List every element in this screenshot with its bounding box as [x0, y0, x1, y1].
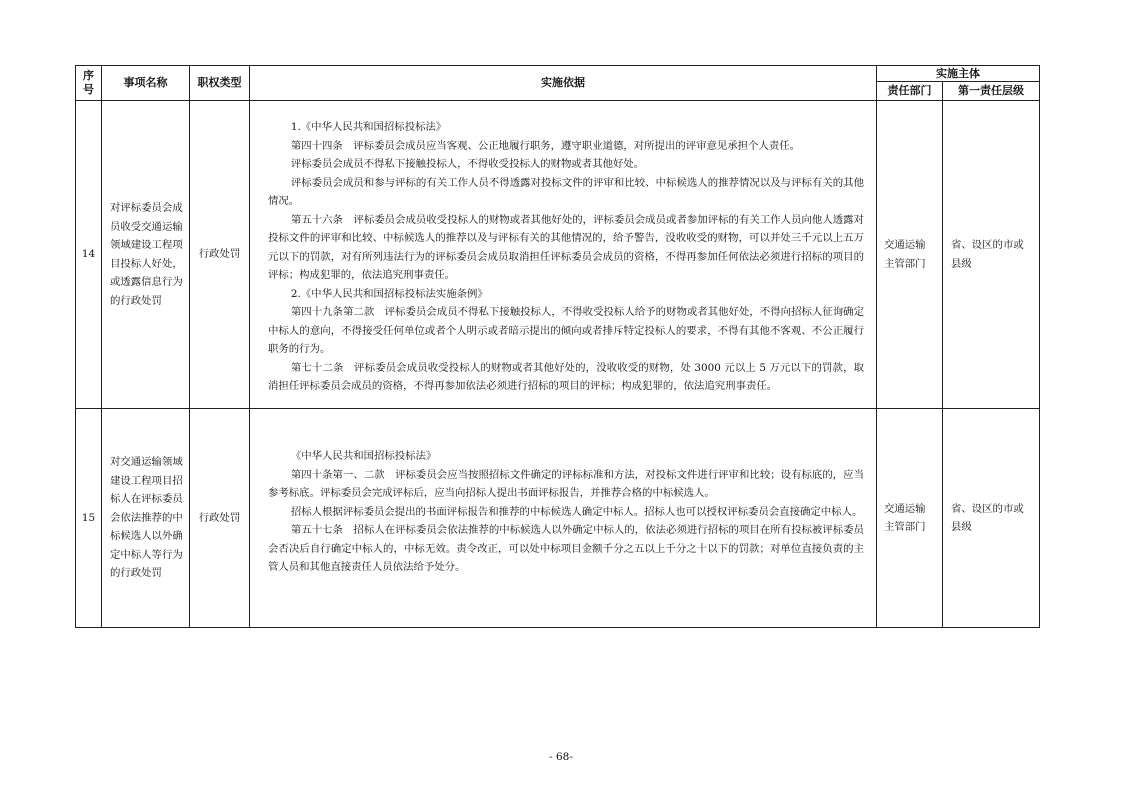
page-number: - 68-	[549, 751, 573, 763]
row-power-type: 行政处罚	[190, 409, 250, 628]
basis-paragraph: 2.《中华人民共和国招标投标法实施条例》	[290, 287, 488, 300]
basis-paragraph: 第四十九条第二款 评标委员会成员不得私下接触投标人，不得收受投标人给予的财物或者其他好处，不得向招标人征询确定中标人的意向，不得接受任何单位或者个人明示或者暗示提出的倾向或者排斥特定投标人的要求，不得有其他不客观、不公正履行职务的行为。	[268, 306, 864, 355]
row-level: 省、设区的市或县级	[943, 101, 1040, 409]
basis-paragraph: 《中华人民共和国招标投标法》	[290, 450, 437, 462]
row-dept: 交通运输主管部门	[877, 101, 943, 409]
row-seq: 15	[76, 409, 102, 628]
header-dept: 责任部门	[877, 82, 943, 101]
row-power-type: 行政处罚	[190, 101, 250, 409]
basis-paragraph: 评标委员会成员和参与评标的有关工作人员不得透露对投标文件的评审和比较、中标候选人的推荐情况以及与评标有关的其他情况。	[268, 176, 864, 207]
row-item-name: 对评标委员会成员收受交通运输领域建设工程项目投标人好处，或透露信息行为的行政处罚	[102, 101, 190, 409]
header-power-type: 职权类型	[190, 66, 250, 101]
basis-paragraph: 第五十七条 招标人在评标委员会依法推荐的中标候选人以外确定中标人的，依法必须进行招标的项目在所有投标被评标委员会否决后自行确定中标人的，中标无效。责令改正，可以处中标项目金额千分之五以上千分之十以下的罚款；对单位直接负责的主管人员和其他直接责任人员依法给予处分。	[268, 524, 864, 573]
row-seq: 14	[76, 101, 102, 409]
basis-paragraph: 第四十四条 评标委员会成员应当客观、公正地履行职务，遵守职业道德，对所提出的评审意见承担个人责任。	[290, 139, 801, 152]
basis-paragraph: 第七十二条 评标委员会成员收受投标人的财物或者其他好处的，没收收受的财物，处 3000 元以上 5 万元以下的罚款，取消担任评标委员会成员的资格，不得再参加依法必须进行招标的项目的评标；构成犯罪的，依法追究刑事责任。	[268, 361, 864, 392]
header-basis: 实施依据	[250, 66, 877, 101]
header-level: 第一责任层级	[943, 82, 1040, 101]
basis-paragraph: 评标委员会成员不得私下接触投标人，不得收受投标人的财物或者其他好处。	[290, 158, 645, 170]
basis-paragraph: 1.《中华人民共和国招标投标法》	[290, 121, 447, 133]
row-dept: 交通运输主管部门	[877, 409, 943, 628]
basis-paragraph: 第四十条第一、二款 评标委员会应当按照招标文件确定的评标标准和方法，对投标文件进行评审和比较；设有标底的，应当参考标底。评标委员会完成评标后，应当向招标人提出书面评标报告，并推荐合格的中标候选人。	[268, 468, 864, 499]
row-item-name: 对交通运输领域建设工程项目招标人在评标委员会依法推荐的中标候选人以外确定中标人等行为的行政处罚	[102, 409, 190, 628]
row-basis	[250, 409, 877, 628]
basis-paragraph: 第五十六条 评标委员会成员收受投标人的财物或者其他好处的，评标委员会成员或者参加评标的有关工作人员向他人透露对投标文件的评审和比较、中标候选人的推荐以及与评标有关的其他情况的，给予警告，没收收受的财物，可以并处三千元以上五万元以下的罚款，对有所列违法行为的评标委员会成员取消担任评标委员会成员的资格，不得再参加任何依法必须进行招标的项目的评标；构成犯罪的，依法追究刑事责任。	[268, 213, 864, 281]
header-seq: 序号	[76, 66, 102, 101]
enforcement-table	[75, 65, 1040, 628]
basis-paragraph: 招标人根据评标委员会提出的书面评标报告和推荐的中标候选人确定中标人。招标人也可以授权评标委员会直接确定中标人。	[290, 505, 863, 518]
table-row	[76, 409, 1040, 628]
header-subject: 实施主体	[877, 66, 1040, 82]
row-basis	[250, 101, 877, 409]
table-row	[76, 101, 1040, 409]
row-level: 省、设区的市或县级	[943, 409, 1040, 628]
header-item-name: 事项名称	[102, 66, 190, 101]
